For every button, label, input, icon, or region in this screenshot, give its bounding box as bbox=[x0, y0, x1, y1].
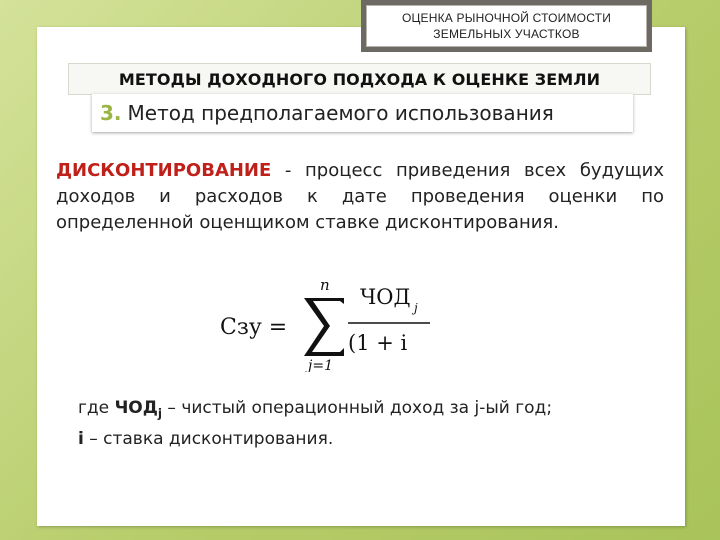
main-heading bbox=[68, 63, 651, 95]
formula-svg bbox=[216, 276, 430, 372]
formula-lhs: Сзу = bbox=[220, 315, 288, 340]
main-heading-text: МЕТОДЫ ДОХОДНОГО ПОДХОДА К ОЦЕНКЕ ЗЕМЛИ bbox=[118, 69, 601, 89]
definition-term: ДИСКОНТИРОВАНИЕ bbox=[56, 160, 272, 181]
definition-paragraph bbox=[56, 158, 664, 236]
corner-title-line1: ОЦЕНКА РЫНОЧНОЙ СТОИМОСТИ bbox=[401, 11, 612, 25]
sub-heading-number: 3. bbox=[100, 101, 122, 125]
legend-notes bbox=[78, 395, 552, 452]
formula-denominator: (1 + i bbox=[348, 331, 408, 355]
note1-prefix: где bbox=[78, 398, 115, 418]
note-line-1 bbox=[78, 395, 552, 426]
formula-numerator-sub: j bbox=[414, 301, 418, 315]
note2-term: i bbox=[78, 429, 84, 450]
corner-title-line2: ЗЕМЕЛЬНЫХ УЧАСТКОВ bbox=[433, 27, 580, 41]
definition-text: - процесс приведения всех будущих доходов и расходов к дате проведения оценки по определенной оценщиком ставке дисконтирования. bbox=[56, 160, 664, 233]
corner-title-box bbox=[361, 0, 652, 52]
note2-text: – ставка дисконтирования. bbox=[83, 429, 334, 450]
discount-formula bbox=[216, 276, 430, 372]
formula-numerator: ЧОД bbox=[360, 285, 411, 309]
note1-text: – чистый операционный доход за j-ый год; bbox=[162, 398, 553, 418]
note1-term: ЧОД bbox=[114, 398, 158, 418]
sub-heading-text: Метод предполагаемого использования bbox=[127, 101, 554, 125]
corner-title-inner bbox=[366, 5, 647, 47]
formula-sum-lower: j=1 bbox=[308, 358, 333, 372]
note-line-2 bbox=[78, 426, 552, 452]
formula-sum-upper: n bbox=[320, 276, 330, 294]
note1-sub: j bbox=[157, 406, 163, 421]
sub-heading bbox=[92, 94, 633, 132]
sigma-icon bbox=[304, 298, 344, 356]
